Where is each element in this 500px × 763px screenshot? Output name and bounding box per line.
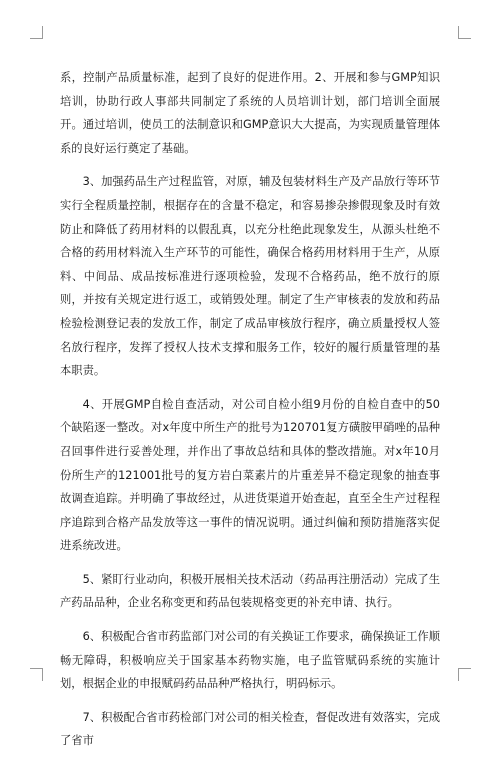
crop-mark-top-right [458, 26, 471, 39]
paragraph-continued: 系，控制产品质量标准，起到了良好的促进作用。2、开展和参与GMP知识培训，协助行政人事部共同制定了系统的人员培训计划，部门培训全面展开。通过培训，使员工的法制意识和GMP意识大大提高，为实现质量管理体系的良好运行奠定了基础。 [60, 71, 440, 155]
crop-mark-bottom-right [458, 668, 471, 681]
paragraph-item-6: 6、积极配合省市药监部门对公司的有关换证工作要求，确保换证工作顺畅无障碍，积极响应关于国家基本药物实施，电子监管赋码系统的实施计划，根据企业的申报赋码药品品种严格执行，明码标示。 [60, 630, 440, 691]
paragraph-item-7: 7、积极配合省市药检部门对公司的相关检查，督促改进有效落实，完成了省市 [60, 710, 440, 748]
document-body [60, 66, 440, 763]
paragraph-item-3: 3、加强药品生产过程监管，对原，辅及包装材料生产及产品放行等环节实行全程质量控制，根据存在的含量不稳定，和容易掺杂掺假现象及时有效防止和降低了药用材料的以假乱真，以充分杜绝此现象发生，从源头杜绝不合格的药用材料流入生产环节的可能性，确保合格药用材料用于生产，从原料、中间品、成品按标准进行逐项检验，发现不合格药品，绝不放行的原则，并按有关规定进行返工，或销毁处理。制定了生产审核表的发放和药品检验检测登记表的发放工作，制定了成品审核放行程序，确立质量授权人签名放行程序，发挥了授权人技术支撑和服务工作，较好的履行质量管理的基本职责。 [60, 175, 440, 378]
crop-mark-top-left [30, 26, 43, 39]
paragraph-item-4: 4、开展GMP自检自查活动，对公司自检小组9月份的自检自查中的50个缺陷逐一整改。对x年度中所生产的批号为120701复方磺胺甲硝唑的品种召回事件进行妥善处理，并作出了事故总结和具体的整改措施。对x年10月份所生产的121001批号的复方岩白菜素片的片重差异不稳定现象的抽查事故调查追踪。并明确了事故经过，从进货渠道开始查起，直至全生产过程程序追踪到合格产品发放等这一事件的情况说明。通过纠偏和预防措施落实促进系统改进。 [60, 397, 440, 553]
crop-mark-bottom-left [30, 668, 43, 681]
paragraph-item-5: 5、紧盯行业动向，积极开展相关技术活动（药品再注册活动）完成了生产药品品种，企业名称变更和药品包装规格变更的补充申请、执行。 [60, 572, 440, 610]
